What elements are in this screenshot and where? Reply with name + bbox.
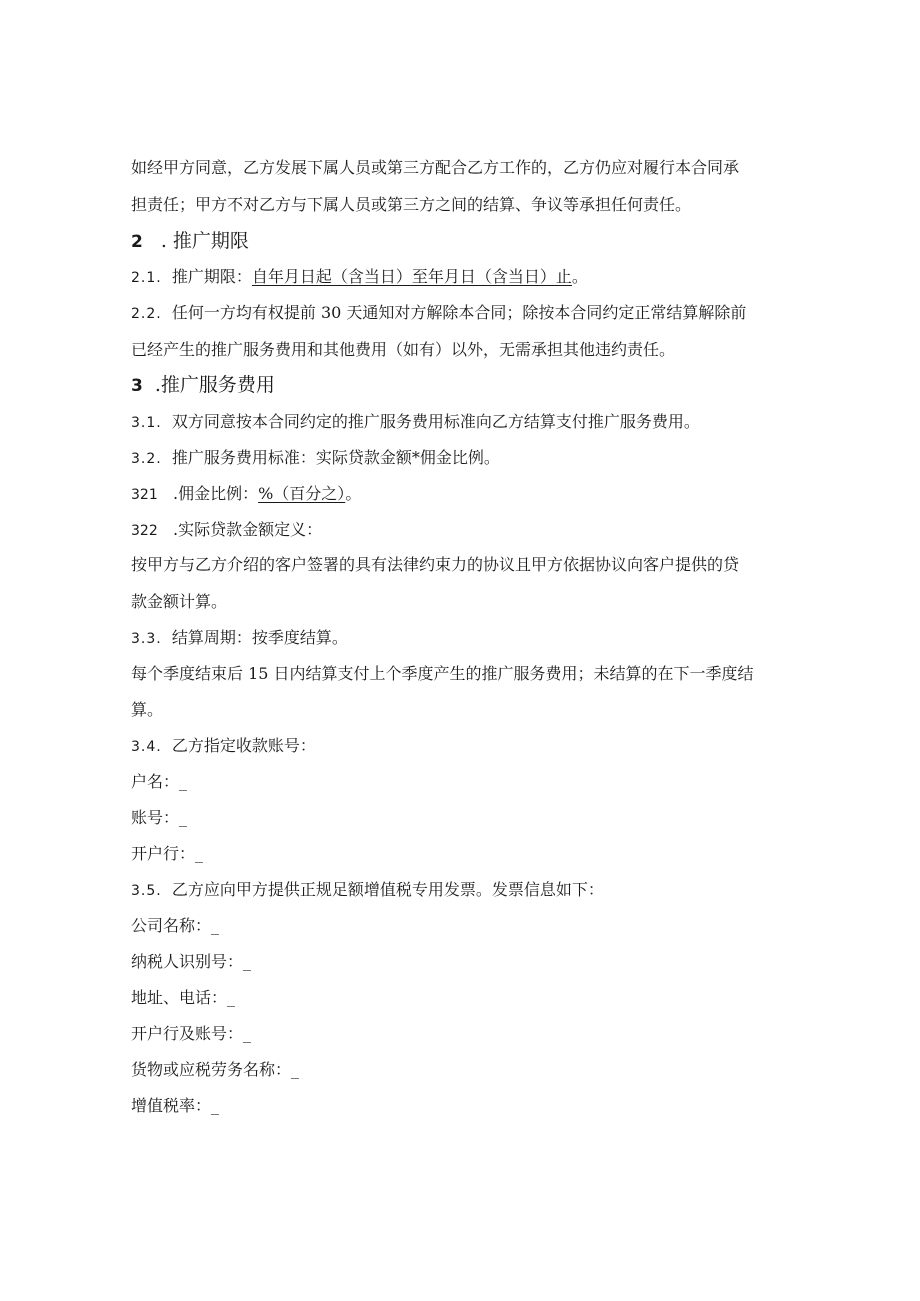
clause-3-4	[131, 736, 316, 757]
clause-number: 3.1.	[131, 415, 162, 431]
clause-2-2	[131, 303, 746, 324]
bank-field: 开户行：_	[131, 844, 204, 863]
section-heading-2	[131, 229, 249, 254]
clause-number: 3.2.	[131, 451, 162, 467]
clause-number: 321	[131, 487, 158, 503]
clause-2-1	[131, 267, 588, 288]
clause-text: 结算周期：按季度结算。	[171, 628, 348, 647]
clause-number: 322	[131, 523, 158, 539]
paragraph-line: 款金额计算。	[131, 592, 228, 611]
vat-rate-field: 增值税率：_	[131, 1096, 220, 1115]
clause-3-2-1	[131, 484, 361, 505]
punctuation: 。	[345, 484, 362, 503]
punctuation: 。	[571, 267, 588, 286]
clause-number: 2.2.	[131, 306, 162, 322]
section-number: 2	[131, 232, 143, 252]
paragraph-line: 如经甲方同意，乙方发展下属人员或第三方配合乙方工作的，乙方仍应对履行本合同承	[131, 158, 740, 177]
paragraph-line: 每个季度结束后 15 日内结算支付上个季度产生的推广服务费用；未结算的在下一季度结	[131, 664, 754, 683]
goods-service-field: 货物或应税劳务名称：_	[131, 1060, 300, 1079]
paragraph-line: 算。	[131, 700, 164, 719]
clause-3-1	[131, 412, 700, 433]
section-heading-3	[131, 373, 275, 398]
clause-text: 任何一方均有权提前 30 天通知对方解除本合同；除按本合同约定正常结算解除前	[171, 303, 747, 322]
paragraph-line: 已经产生的推广服务费用和其他费用（如有）以外，无需承担其他违约责任。	[131, 340, 676, 359]
bank-account-field: 开户行及账号：_	[131, 1024, 252, 1043]
clause-3-5	[131, 880, 604, 901]
clause-text: 乙方指定收款账号：	[171, 736, 316, 755]
clause-text: 乙方应向甲方提供正规足额增值税专用发票。发票信息如下：	[171, 880, 604, 899]
section-title: .推广服务费用	[154, 374, 275, 396]
clause-label: .实际贷款金额定义：	[173, 520, 323, 539]
clause-label: .佣金比例：	[173, 484, 259, 503]
clause-number: 3.3.	[131, 631, 162, 647]
section-number: 3	[131, 376, 143, 396]
clause-3-3	[131, 628, 348, 649]
company-name-field: 公司名称：_	[131, 916, 220, 935]
commission-rate-value: %（百分之）	[258, 484, 346, 503]
account-number-field: 账号：_	[131, 808, 188, 827]
clause-number: 3.5.	[131, 883, 162, 899]
clause-number: 3.4.	[131, 739, 162, 755]
clause-3-2-2	[131, 520, 322, 541]
paragraph-line: 按甲方与乙方介绍的客户签署的具有法律约束力的协议且甲方依据协议向客户提供的贷	[131, 555, 740, 574]
section-title: . 推广期限	[160, 230, 249, 252]
paragraph-line: 担责任；甲方不对乙方与下属人员或第三方之间的结算、争议等承担任何责任。	[131, 195, 692, 214]
address-phone-field: 地址、电话：_	[131, 988, 236, 1007]
clause-text: 双方同意按本合同约定的推广服务费用标准向乙方结算支付推广服务费用。	[171, 412, 700, 431]
tax-id-field: 纳税人识别号：_	[131, 952, 252, 971]
term-period-value: 自年月日起（含当日）至年月日（含当日）止	[251, 267, 572, 286]
clause-3-2	[131, 448, 500, 469]
account-name-field: 户名：_	[131, 772, 188, 791]
clause-text: 推广服务费用标准：实际贷款金额*佣金比例。	[171, 448, 500, 467]
clause-number: 2.1.	[131, 270, 162, 286]
clause-label: 推广期限：	[171, 267, 252, 286]
